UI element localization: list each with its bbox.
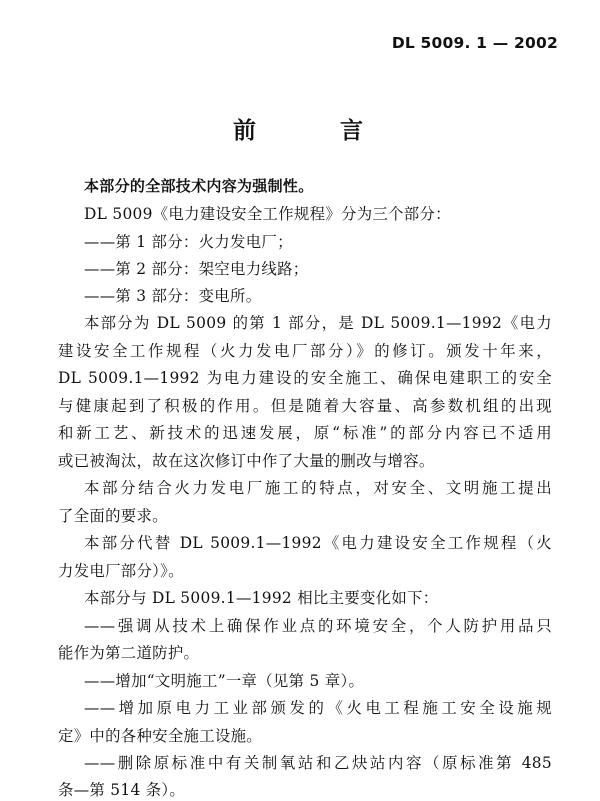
- standard-code: DL 5009. 1 — 2002: [391, 34, 558, 52]
- text-line-mandatory: 本部分的全部技术内容为强制性。: [84, 177, 314, 195]
- text-line: 本部分为 DL 5009 的第 1 部分，是 DL 5009.1—1992《电力: [84, 314, 552, 332]
- text-line: 能作为第二道防护。: [58, 644, 200, 662]
- page-title: 前 言: [232, 117, 401, 144]
- text-line: 本部分与 DL 5009.1—1992 相比主要变化如下：: [84, 589, 439, 607]
- text-line: 力发电厂部分）》。: [58, 562, 184, 580]
- text-line: ——第 3 部分：变电所。: [84, 287, 262, 305]
- text-line: ——第 1 部分：火力发电厂；: [84, 233, 293, 251]
- text-line: 和新工艺、新技术的迅速发展，原“标准”的部分内容已不适用: [58, 424, 552, 442]
- text-line: 建设安全工作规程（火力发电厂部分）》的修订。颁发十年来，: [58, 342, 552, 360]
- text-line: ——第 2 部分：架空电力线路；: [84, 260, 309, 278]
- text-line: 或已被淘汰，故在这次修订中作了大量的删改与增容。: [58, 452, 435, 470]
- text-line: 条—第 514 条）。: [58, 781, 186, 799]
- text-line: ——强调从技术上确保作业点的环境安全，个人防护用品只: [84, 617, 552, 635]
- text-line: ——增加原电力工业部颁发的《火电工程施工安全设施规: [84, 699, 552, 717]
- text-line: ——增加“文明施工”一章（见第 5 章）。: [84, 672, 365, 690]
- text-line: 了全面的要求。: [58, 507, 168, 525]
- text-line: 本部分代替 DL 5009.1—1992《电力建设安全工作规程（火: [84, 534, 552, 552]
- text-line: 本部分结合火力发电厂施工的特点，对安全、文明施工提出: [84, 479, 552, 497]
- text-line: 与健康起到了积极的作用。但是随着大容量、高参数机组的出现: [58, 397, 552, 415]
- text-line: ——删除原标准中有关制氧站和乙炔站内容（原标准第 485: [84, 754, 552, 772]
- text-line: DL 5009《电力建设安全工作规程》分为三个部分：: [84, 205, 451, 223]
- text-line: DL 5009.1—1992 为电力建设的安全施工、确保电建职工的安全: [58, 369, 552, 387]
- text-line: 定》中的各种安全施工设施。: [58, 727, 262, 745]
